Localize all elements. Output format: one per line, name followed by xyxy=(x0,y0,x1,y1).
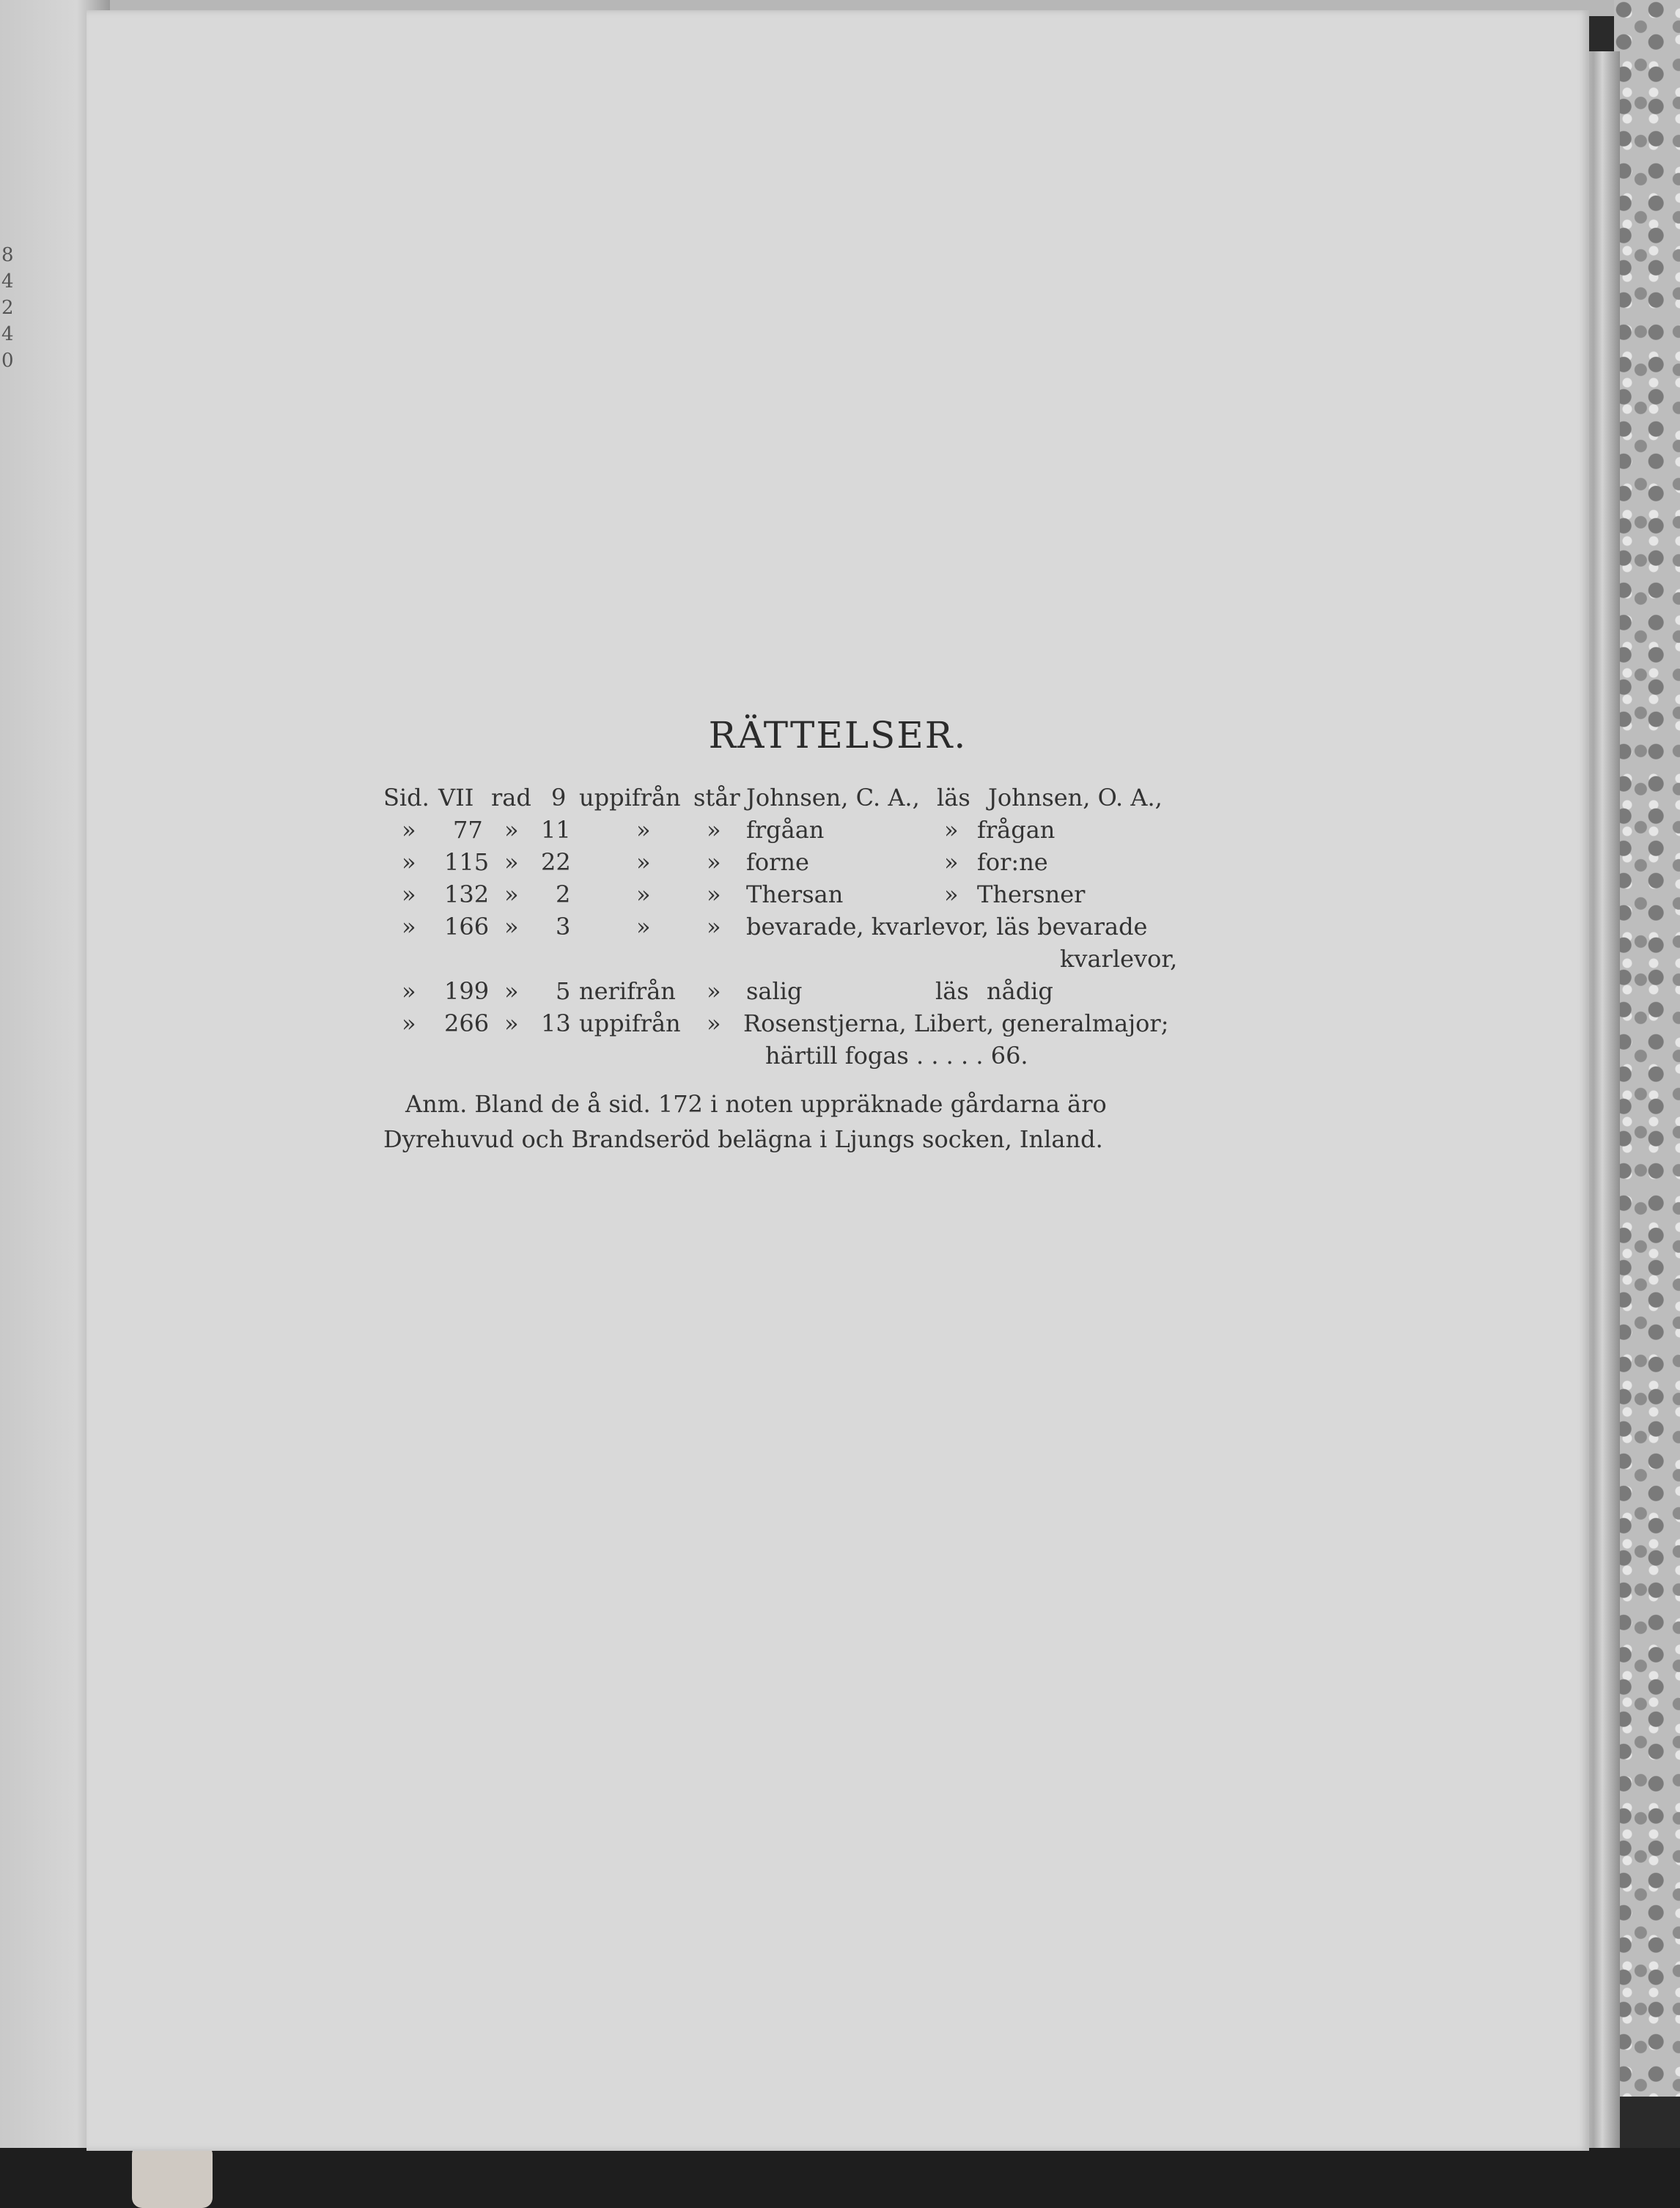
errata-ditto-3: » xyxy=(504,848,519,876)
errata-rad-label: rad xyxy=(491,784,531,812)
errata-line-number: 11 xyxy=(541,816,571,844)
errata-ditto-1: » xyxy=(402,880,416,908)
errata-line-number: 13 xyxy=(541,1009,571,1037)
errata-continuation: härtill fogas . . . . . 66. xyxy=(765,1042,1028,1070)
patterned-endpaper xyxy=(1614,0,1680,2097)
errata-ditto-5: » xyxy=(636,816,651,844)
errata-line-number: 3 xyxy=(556,913,571,941)
errata-ditto-1: » xyxy=(402,913,416,941)
errata-ditto-6: » xyxy=(707,880,721,908)
errata-ditto-3: » xyxy=(504,880,519,908)
errata-direction: nerifrån xyxy=(579,977,676,1005)
errata-wrong-text: Johnsen, C. A., xyxy=(746,784,920,812)
errata-continuation: kvarlevor, xyxy=(1060,945,1178,973)
errata-page-number: 77 xyxy=(453,816,483,844)
errata-ditto-6: » xyxy=(707,848,721,876)
errata-page-number: VII xyxy=(438,784,474,812)
errata-sid-label: Sid. xyxy=(383,784,430,812)
errata-ditto-3: » xyxy=(504,1009,519,1037)
errata-wrong-text: bevarade, kvarlevor, läs bevarade xyxy=(746,913,1148,941)
page-clip xyxy=(132,2144,213,2208)
errata-ditto-1: » xyxy=(402,816,416,844)
errata-line-number: 5 xyxy=(556,977,571,1005)
errata-ditto-8: » xyxy=(944,848,959,876)
scanner-bed xyxy=(0,2148,1680,2208)
errata-ditto-6: » xyxy=(707,913,721,941)
errata-ditto-8: » xyxy=(944,880,959,908)
errata-wrong-text: forne xyxy=(746,848,809,876)
errata-ditto-5: » xyxy=(636,880,651,908)
errata-page-number: 166 xyxy=(444,913,490,941)
errata-right-text: Johnsen, O. A., xyxy=(988,784,1163,812)
errata-ditto-6: » xyxy=(707,816,721,844)
errata-right-text: frågan xyxy=(977,816,1055,844)
errata-star-label: står xyxy=(693,784,740,812)
page-title: RÄTTELSER. xyxy=(708,714,968,757)
errata-page-number: 115 xyxy=(444,848,490,876)
errata-las-label: läs xyxy=(937,784,970,812)
errata-wrong-text: frgåan xyxy=(746,816,825,844)
errata-page xyxy=(86,10,1589,2151)
errata-wrong-text: Rosenstjerna, Libert, generalmajor; xyxy=(743,1009,1169,1037)
errata-ditto-6: » xyxy=(707,1009,721,1037)
errata-ditto-5: » xyxy=(636,848,651,876)
errata-ditto-1: » xyxy=(402,848,416,876)
errata-page-number: 132 xyxy=(444,880,490,908)
errata-right-text: nådig xyxy=(987,977,1053,1005)
errata-wrong-text: Thersan xyxy=(746,880,844,908)
errata-direction: uppifrån xyxy=(579,784,681,812)
annotation-note xyxy=(383,1086,1248,1157)
errata-line-number: 22 xyxy=(541,848,571,876)
note-line-2: Dyrehuvud och Brandseröd belägna i Ljungs socken, Inland. xyxy=(383,1125,1103,1153)
errata-ditto-1: » xyxy=(402,1009,416,1037)
errata-page-number: 199 xyxy=(444,977,490,1005)
errata-ditto-3: » xyxy=(504,977,519,1005)
errata-direction: uppifrån xyxy=(579,1009,681,1037)
errata-list xyxy=(86,10,1589,2151)
errata-ditto-6: » xyxy=(707,977,721,1005)
errata-page-number: 266 xyxy=(444,1009,490,1037)
errata-ditto-3: » xyxy=(504,816,519,844)
errata-line-number: 2 xyxy=(556,880,571,908)
errata-las-label: läs xyxy=(935,977,969,1005)
errata-line-number: 9 xyxy=(551,784,567,812)
errata-ditto-8: » xyxy=(944,816,959,844)
errata-right-text: for:ne xyxy=(977,848,1048,876)
errata-ditto-5: » xyxy=(636,913,651,941)
errata-wrong-text: salig xyxy=(746,977,803,1005)
errata-right-text: Thersner xyxy=(977,880,1086,908)
facing-page-marks: 8 4 2 4 0 xyxy=(1,244,14,372)
errata-ditto-3: » xyxy=(504,913,519,941)
note-line-1: Anm. Bland de å sid. 172 i noten uppräknade gårdarna äro xyxy=(405,1090,1107,1118)
errata-ditto-1: » xyxy=(402,977,416,1005)
